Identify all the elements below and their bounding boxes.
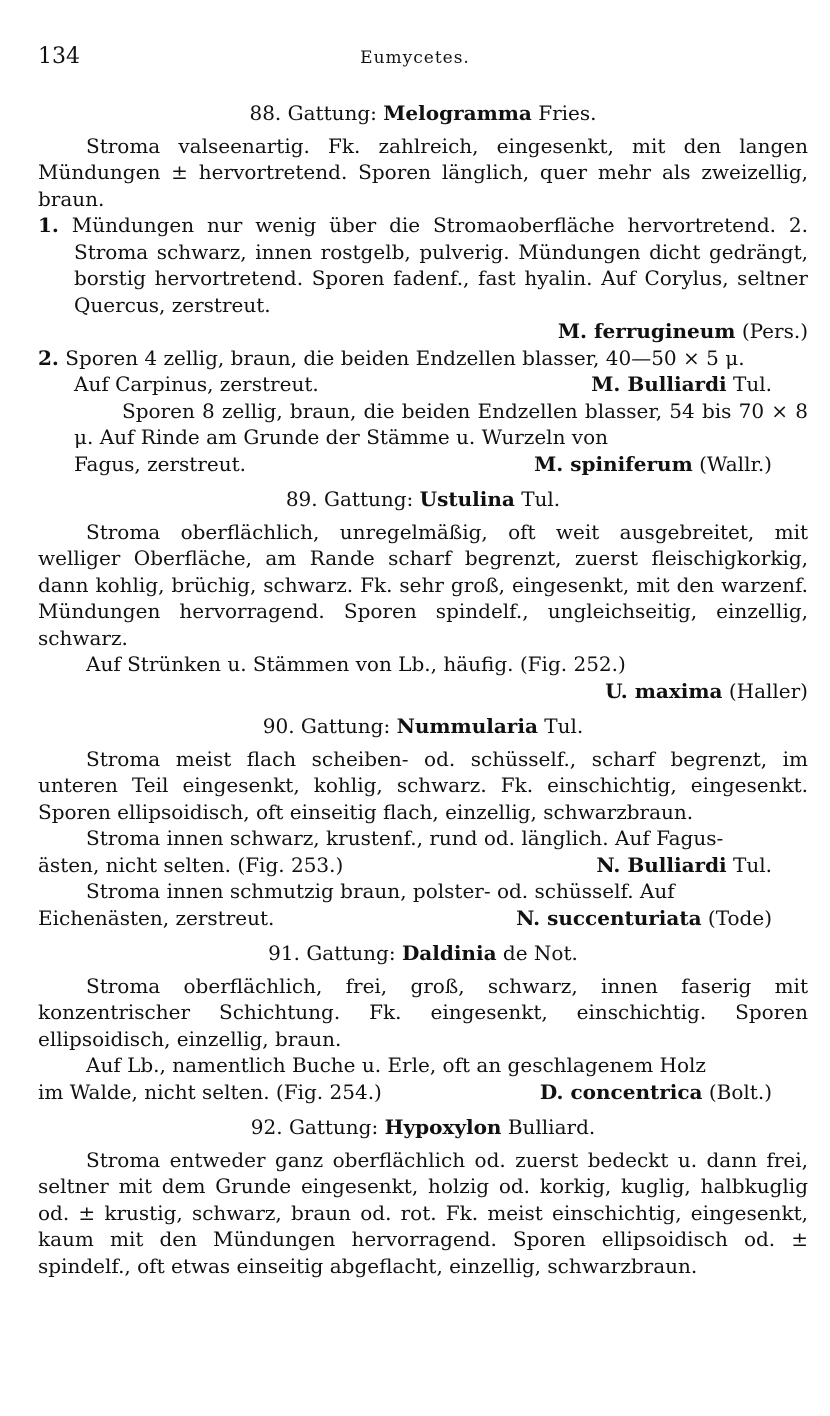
genus-description: Stroma oberflächlich, unregelmäßig, oft weit ausgebreitet, mit welliger Oberfläche, am Rande scharf begrenzt, zuerst fleischigkorkig, dann kohlig, brüchig, schwarz. Fk. sehr groß, eingesenkt, mit den warzenf. Mündungen hervorragend. Sporen spindelf., ungleichseitig, einzellig, schwarz. (38, 519, 808, 650)
genus-heading: 88. Gattung: Melogramma Fries. (249, 101, 597, 125)
genus-name: Melogramma (383, 101, 532, 125)
genus-name: Ustulina (419, 487, 515, 511)
species-entry-line: ästen, nicht selten. (Fig. 253.) N. Bulliardi Tul. (38, 852, 772, 877)
genus-name: Nummularia (396, 714, 538, 738)
page-number: 134 (38, 44, 80, 69)
page-header (38, 44, 792, 74)
page-body (38, 100, 808, 1279)
species-name: M. ferrugineum (Pers.) (557, 319, 808, 343)
key-item-line: Fagus, zerstreut. M. spiniferum (Wallr.) (74, 451, 772, 476)
genus-heading: 89. Gattung: Ustulina Tul. (285, 487, 561, 511)
genus-heading: 91. Gattung: Daldinia de Not. (268, 941, 578, 965)
species-entry: Stroma innen schmutzig braun, polster- od. schüsself. Auf (86, 879, 675, 903)
genus-description: Stroma oberflächlich, frei, groß, schwarz, innen faserig mit konzentrischer Schichtung. Fk. eingesenkt, einschichtig. Sporen ellipsoidisch, einzellig, braun. (38, 973, 808, 1051)
genus-name: Hypoxylon (384, 1115, 502, 1139)
genus-description: Stroma valseenartig. Fk. zahlreich, eingesenkt, mit den langen Mündungen ± hervortretend. Sporen länglich, quer mehr als zweizellig, braun. (38, 133, 808, 211)
genus-heading: 92. Gattung: Hypoxylon Bulliard. (250, 1115, 596, 1139)
key-item-line: Auf Carpinus, zerstreut. M. Bulliardi Tul. (74, 372, 772, 396)
habitat: Auf Strünken u. Stämmen von Lb., häufig. (Fig. 252.) (86, 652, 626, 676)
genus-description: Stroma meist flach scheiben- od. schüsself., scharf begrenzt, im unteren Teil eingesenkt, kohlig, schwarz. Fk. einschichtig, eingesenkt. Sporen ellipsoidisch, oft einseitig flach, einzellig, schwarzbraun. (38, 746, 808, 824)
genus-description: Stroma entweder ganz oberflächlich od. zuerst bedeckt u. dann frei, seltner mit dem Grunde eingesenkt, holzig od. korkig, kuglig, halbkuglig od. ± krustig, schwarz, braun od. rot. Fk. meist einschichtig, eingesenkt, kaum mit den Mündungen hervorragend. Sporen ellipsoidisch od. ± spindelf., oft etwas einseitig abgeflacht, einzellig, schwarzbraun. (38, 1147, 808, 1278)
key-item: 1. Mündungen nur wenig über die Stromaoberfläche hervortretend. 2. Stroma schwarz, innen rostgelb, pulverig. Mündungen dicht gedrängt, borstig hervortretend. Sporen fadenf., fast hyalin. Auf Corylus, seltner Quercus, zerstreut. (38, 213, 809, 317)
species-name: U. maxima (Haller) (605, 678, 808, 703)
key-item: Sporen 8 zellig, braun, die beiden Endzellen blasser, 54 bis 70 × 8 μ. Auf Rinde am Grunde der Stämme u. Wurzeln von (74, 398, 808, 449)
genus-name: Daldinia (401, 941, 497, 965)
species-entry-line: im Walde, nicht selten. (Fig. 254.) D. concentrica (Bolt.) (38, 1079, 772, 1104)
genus-heading: 90. Gattung: Nummularia Tul. (262, 714, 584, 738)
species-entry-line: Eichenästen, zerstreut. N. succenturiata (Tode) (38, 905, 772, 930)
key-item: 2. Sporen 4 zellig, braun, die beiden Endzellen blasser, 40—50 × 5 μ. (38, 345, 745, 370)
species-entry: Stroma innen schwarz, krustenf., rund od. länglich. Auf Fagus- (86, 826, 724, 850)
running-title: Eumycetes. (360, 48, 470, 68)
species-entry: Auf Lb., namentlich Buche u. Erle, oft an geschlagenem Holz (86, 1053, 706, 1077)
